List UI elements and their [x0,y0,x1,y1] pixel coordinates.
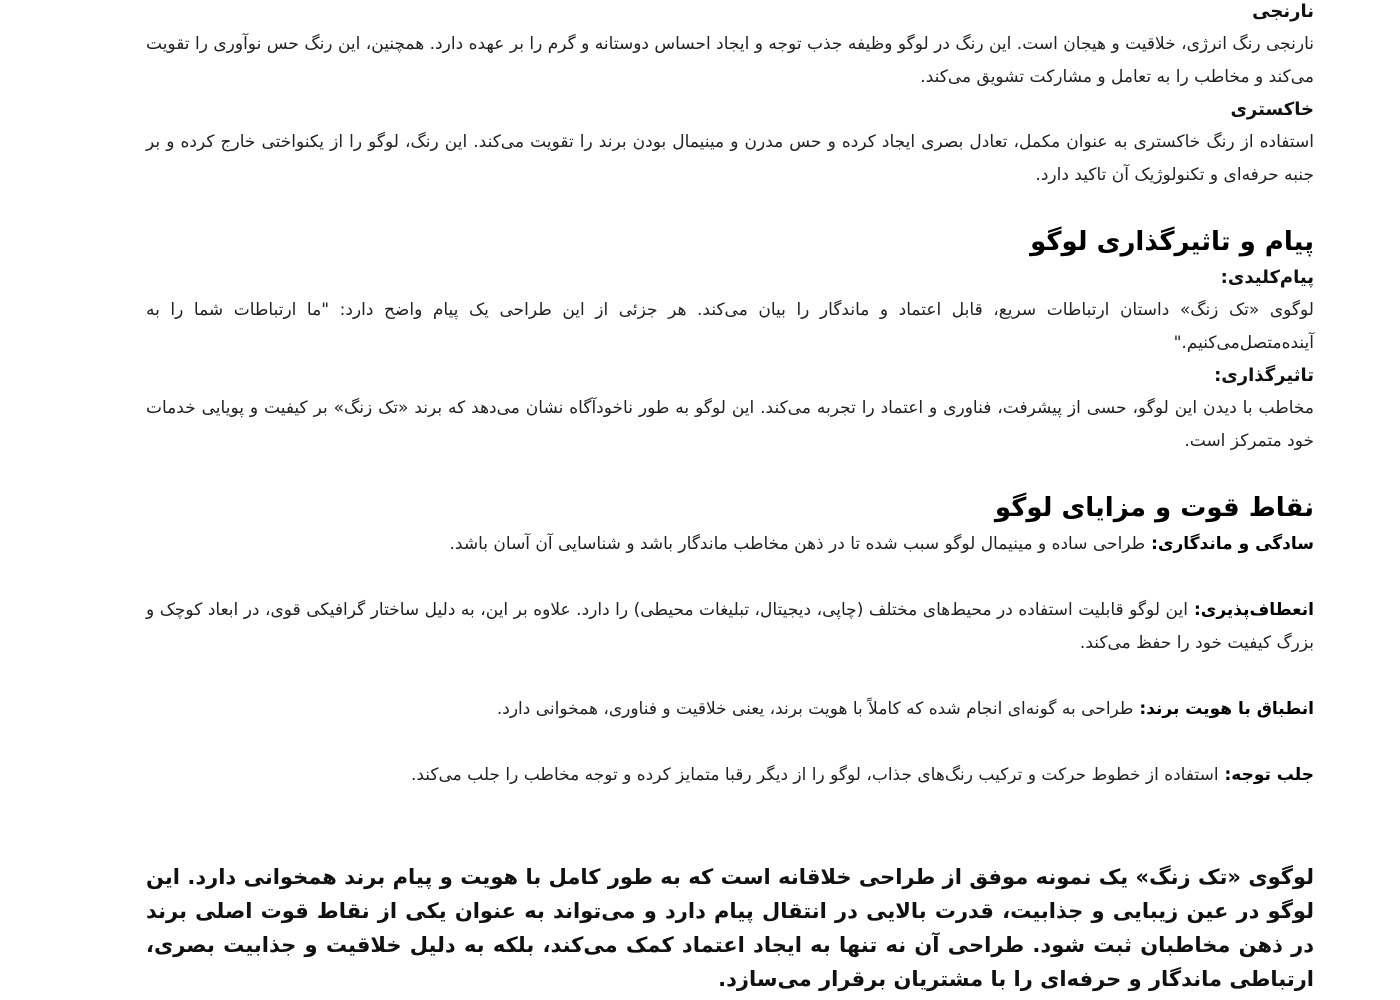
strength-text: این لوگو قابلیت استفاده در محیط‌های مختلف (چاپی، دیجیتال، تبلیغات محیطی) را دارد. علاوه بر این، به دلیل ساختار گرافیکی قوی، در ابعاد کوچک و بزرگ کیفیت خود را حفظ می‌کند. [146,600,1314,653]
conclusion-section [146,860,1314,996]
strength-label: انعطاف‌پذیری [1200,600,1314,620]
strength-text: طراحی به گونه‌ای انجام شده که کاملاً با هویت برند، یعنی خلاقیت و فناوری، همخوانی دارد. [496,699,1134,719]
orange-title: نارنجی [1252,1,1314,22]
message-section [146,222,1314,458]
key-message-paragraph: لوگوی «تک زنگ» داستان ارتباطات سریع، قابل اعتماد و ماندگار را بیان می‌کند. هر جزئی از این طراحی یک پیام واضح دارد: "ما ارتباطات شما را به آینده‌متصل‌می‌کنیم." [146,300,1314,353]
strength-label: انطباق با هویت برند [1146,699,1314,719]
impact-title: تاثیرگذاری: [1214,365,1314,386]
strength-text: استفاده از خطوط حرکت و ترکیب رنگ‌های جذاب، لوگو را از دیگر رقبا متمایز کرده و توجه مخاطب را جلب می‌کند. [410,765,1219,785]
strength-item-simplicity: سادگی و ماندگاری: طراحی ساده و مینیمال لوگو سبب شده تا در ذهن مخاطب ماندگار باشد و شناسایی آن آسان باشد. [449,534,1314,554]
gray-title: خاکستری [1230,99,1314,120]
impact-paragraph: مخاطب با دیدن این لوگو، حسی از پیشرفت، فناوری و اعتماد را تجربه می‌کند. این لوگو به طور ناخودآگاه نشان می‌دهد که برند «تک زنگ» بر کیفیت و پویایی خدمات خود متمرکز است. [146,398,1314,451]
strength-text: طراحی ساده و مینیمال لوگو سبب شده تا در ذهن مخاطب ماندگار باشد و شناسایی آن آسان باشد. [449,534,1146,554]
conclusion-paragraph: لوگوی «تک زنگ» یک نمونه موفق از طراحی خلاقانه است که به طور کامل با هویت و پیام برند همخوانی دارد. این لوگو در عین زیبایی و جذابیت، قدرت بالایی در انتقال پیام دارد و می‌تواند به عنوان یکی از نقاط قوت اصلی برند در ذهن مخاطبان ثبت شود. طراحی آن نه تنها به ایجاد اعتماد کمک می‌کند، بلکه به دلیل خلاقیت و جذابیت بصری، ارتباطی ماندگار و حرفه‌ای را با مشتریان برقرار می‌سازد. [146,865,1314,991]
strength-item-brand-identity: انطباق با هویت برند: طراحی به گونه‌ای انجام شده که کاملاً با هویت برند، یعنی خلاقیت و فناوری، همخوانی دارد. [496,699,1314,719]
colors-section [146,0,1314,192]
strengths-heading: نقاط قوت و مزایای لوگو [994,493,1314,523]
orange-paragraph: نارنجی رنگ انرژی، خلاقیت و هیجان است. این رنگ در لوگو وظیفه جذب توجه و ایجاد احساس دوستانه و گرم را بر عهده دارد. همچنین، این رنگ حس نوآوری را تقویت می‌کند و مخاطب را به تعامل و مشارکت تشویق می‌کند. [146,34,1314,87]
strengths-section [146,488,1314,792]
strength-item-attention: جلب توجه: استفاده از خطوط حرکت و ترکیب رنگ‌های جذاب، لوگو را از دیگر رقبا متمایز کرده و توجه مخاطب را جلب می‌کند. [410,765,1314,785]
message-heading: پیام و تاثیرگذاری لوگو [1030,227,1314,257]
strength-item-flexibility: انعطاف‌پذیری: این لوگو قابلیت استفاده در محیط‌های مختلف (چاپی، دیجیتال، تبلیغات محیطی) را دارد. علاوه بر این، به دلیل ساختار گرافیکی قوی، در ابعاد کوچک و بزرگ کیفیت خود را حفظ می‌کند. [146,600,1314,653]
strength-label: جلب توجه [1231,765,1314,785]
key-message-title: پیام‌کلیدی: [1220,267,1314,288]
strength-label: سادگی و ماندگاری [1157,534,1314,554]
gray-paragraph: استفاده از رنگ خاکستری به عنوان مکمل، تعادل بصری ایجاد کرده و حس مدرن و مینیمال بودن برند را تقویت می‌کند. این رنگ، لوگو را از یکنواختی خارج کرده و بر جنبه حرفه‌ای و تکنولوژیک آن تاکید دارد. [146,132,1314,185]
